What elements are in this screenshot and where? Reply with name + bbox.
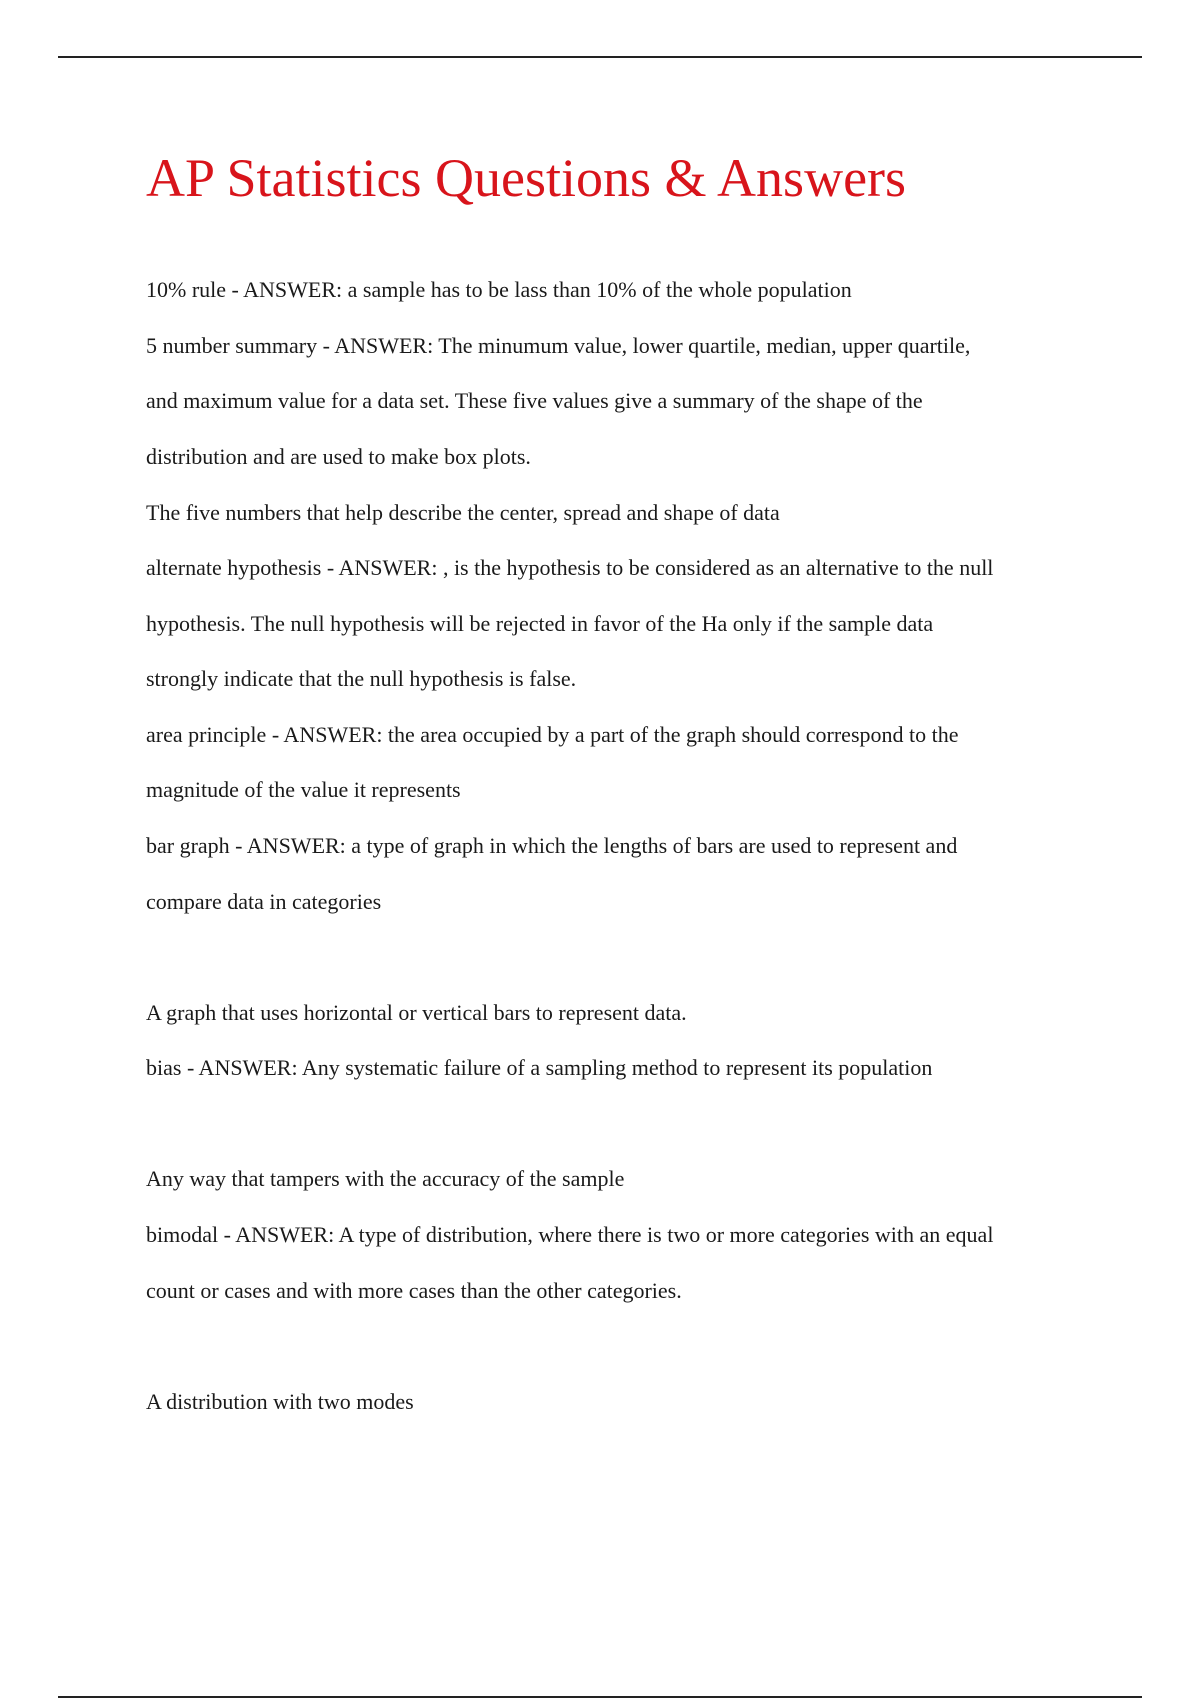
text-line: compare data in categories [146, 889, 382, 914]
text-line: 5 number summary - ANSWER: The minumum value, lower quartile, median, upper quartile, [146, 333, 971, 358]
text-line: magnitude of the value it represents [146, 777, 461, 802]
text-line: count or cases and with more cases than the other categories. [146, 1278, 682, 1303]
text-line: 10% rule - ANSWER: a sample has to be lass than 10% of the whole population [146, 277, 852, 302]
text-line: bar graph - ANSWER: a type of graph in which the lengths of bars are used to represent and [146, 833, 958, 858]
text-line: A graph that uses horizontal or vertical bars to represent data. [146, 1000, 687, 1025]
text-line: area principle - ANSWER: the area occupied by a part of the graph should correspond to the [146, 722, 959, 747]
bottom-rule [58, 1696, 1142, 1698]
text-line: bias - ANSWER: Any systematic failure of a sampling method to represent its population [146, 1055, 933, 1080]
text-line: bimodal - ANSWER: A type of distribution, where there is two or more categories with an equal [146, 1222, 994, 1247]
text-line: hypothesis. The null hypothesis will be rejected in favor of the Ha only if the sample data [146, 611, 934, 636]
top-rule [58, 56, 1142, 58]
text-line: and maximum value for a data set. These five values give a summary of the shape of the [146, 388, 923, 413]
text-line: Any way that tampers with the accuracy of the sample [146, 1166, 625, 1191]
text-line: The five numbers that help describe the center, spread and shape of data [146, 500, 780, 525]
page-title: AP Statistics Questions & Answers [146, 148, 907, 208]
text-line: strongly indicate that the null hypothesis is false. [146, 666, 577, 691]
text-line: A distribution with two modes [146, 1389, 414, 1414]
text-line: distribution and are used to make box plots. [146, 444, 531, 469]
text-line: alternate hypothesis - ANSWER: , is the hypothesis to be considered as an alternative to the null [146, 555, 994, 580]
